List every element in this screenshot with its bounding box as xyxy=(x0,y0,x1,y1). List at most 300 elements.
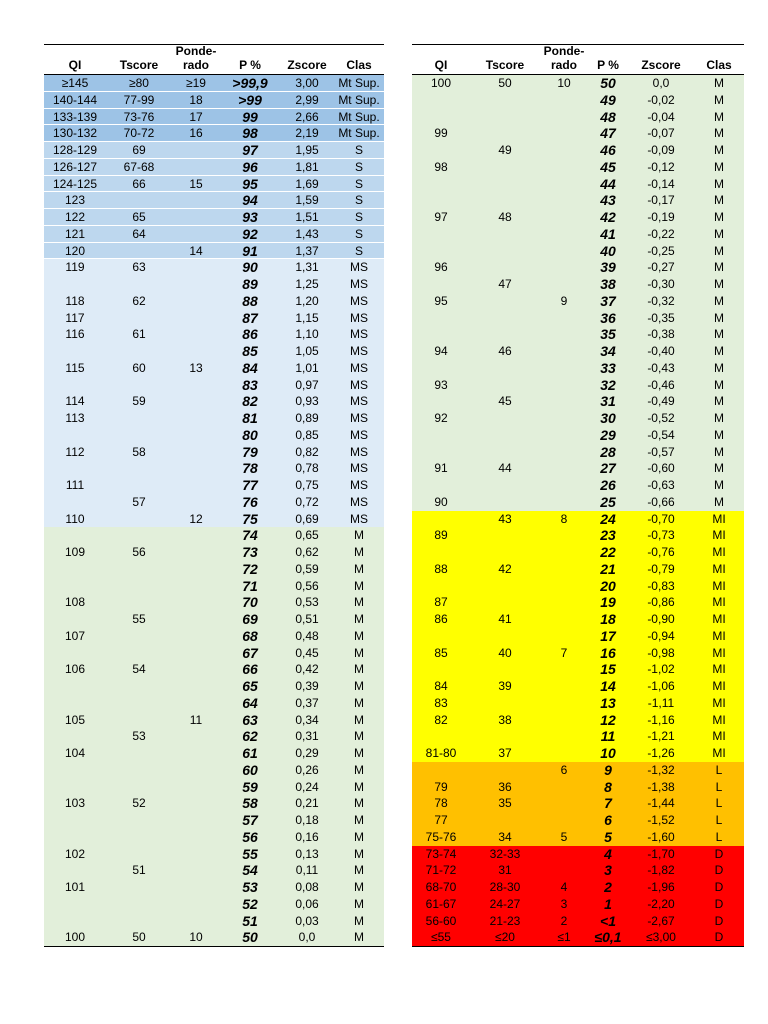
header-tscore: Tscore xyxy=(485,58,525,72)
cell-zscore: 0,0 xyxy=(652,76,670,90)
cell-qi: 101 xyxy=(64,880,86,894)
cell-tscore xyxy=(106,310,172,327)
cell-tscore xyxy=(106,913,172,930)
cell-qi: 126-127 xyxy=(52,159,98,174)
cell-qi: 112 xyxy=(65,444,85,459)
table-row xyxy=(44,494,384,511)
table-row xyxy=(412,410,744,427)
table-row xyxy=(412,209,744,226)
table-row xyxy=(44,293,384,310)
cell-zscore: 2,66 xyxy=(295,109,319,124)
cell-percentile: 20 xyxy=(600,577,616,594)
cell-tscore: 55 xyxy=(132,612,146,626)
cell-tscore xyxy=(470,527,540,544)
cell-zscore: -0,79 xyxy=(647,561,675,576)
cell-qi: 75-76 xyxy=(425,829,457,844)
table-row xyxy=(44,427,384,444)
cell-qi xyxy=(412,544,470,561)
cell-qi: 110 xyxy=(65,511,85,526)
cell-clas: S xyxy=(354,226,363,241)
table-row xyxy=(44,326,384,343)
cell-zscore: -0,27 xyxy=(647,260,675,275)
cell-qi: 122 xyxy=(64,210,86,224)
table-row xyxy=(44,913,384,930)
table-row xyxy=(412,678,744,695)
cell-ponderado: 13 xyxy=(189,360,203,375)
table-row xyxy=(44,192,384,209)
cell-qi xyxy=(412,661,470,678)
cell-tscore xyxy=(470,812,540,829)
cell-zscore: -0,04 xyxy=(647,109,675,124)
cell-percentile: 34 xyxy=(600,343,616,359)
cell-percentile: 21 xyxy=(600,560,616,577)
cell-ponderado xyxy=(540,477,588,494)
cell-tscore xyxy=(106,243,172,260)
left-table-bottom-rule xyxy=(44,946,384,947)
cell-percentile: 40 xyxy=(600,242,616,259)
cell-qi: 106 xyxy=(64,662,86,677)
cell-tscore xyxy=(106,192,172,209)
cell-tscore xyxy=(106,846,172,863)
cell-qi: 98 xyxy=(434,159,448,174)
cell-clas: M xyxy=(714,344,724,358)
table-row xyxy=(44,812,384,829)
cell-tscore xyxy=(470,728,540,745)
cell-zscore: -1,70 xyxy=(647,846,675,861)
cell-clas: M xyxy=(354,896,364,911)
cell-clas: Mt Sup. xyxy=(338,126,380,141)
cell-zscore: -1,52 xyxy=(647,813,675,827)
cell-zscore: 0,97 xyxy=(295,377,319,392)
cell-percentile: 29 xyxy=(600,426,616,443)
cell-ponderado xyxy=(172,310,220,327)
cell-zscore: 0,72 xyxy=(295,494,319,509)
cell-percentile: 36 xyxy=(600,309,616,326)
cell-clas: MI xyxy=(712,679,726,693)
cell-ponderado: 4 xyxy=(560,880,568,894)
cell-clas: M xyxy=(714,293,724,308)
cell-ponderado xyxy=(172,561,220,578)
table-row xyxy=(44,393,384,410)
table-row xyxy=(44,561,384,578)
cell-ponderado xyxy=(540,109,588,126)
cell-percentile: >99 xyxy=(238,91,262,108)
cell-ponderado xyxy=(172,444,220,461)
cell-percentile: 64 xyxy=(242,694,258,711)
cell-tscore xyxy=(106,745,172,762)
cell-ponderado xyxy=(540,192,588,209)
cell-zscore: 1,95 xyxy=(295,143,319,157)
cell-tscore: 41 xyxy=(498,612,512,626)
cell-tscore xyxy=(470,494,540,511)
header-ponderado: Ponde- rado xyxy=(543,44,585,72)
cell-percentile: 80 xyxy=(242,426,258,443)
cell-percentile: 47 xyxy=(600,125,616,142)
table-row xyxy=(412,879,744,896)
cell-ponderado xyxy=(540,343,588,360)
cell-ponderado: 11 xyxy=(189,712,203,727)
table-row xyxy=(412,142,744,159)
cell-clas: M xyxy=(714,360,724,375)
cell-clas: MS xyxy=(350,277,368,291)
cell-qi: 79 xyxy=(434,779,448,794)
cell-zscore: -0,40 xyxy=(647,344,675,358)
table-row xyxy=(412,75,744,92)
cell-tscore: 51 xyxy=(132,863,146,878)
cell-ponderado: 18 xyxy=(189,92,203,107)
cell-percentile: 85 xyxy=(242,343,258,359)
cell-ponderado xyxy=(172,879,220,896)
cell-clas: MI xyxy=(712,695,726,710)
cell-clas: MS xyxy=(350,411,368,425)
cell-ponderado xyxy=(172,494,220,511)
table-row xyxy=(44,477,384,494)
cell-tscore xyxy=(470,594,540,611)
table-row xyxy=(44,645,384,662)
table-row xyxy=(412,795,744,812)
cell-clas: M xyxy=(354,813,364,827)
cell-zscore: 3,00 xyxy=(295,76,319,90)
cell-percentile: 69 xyxy=(242,611,258,627)
cell-percentile: 59 xyxy=(242,778,258,795)
cell-tscore xyxy=(106,578,172,595)
cell-percentile: 78 xyxy=(242,460,258,477)
cell-clas: MI xyxy=(712,511,726,526)
cell-ponderado xyxy=(172,142,220,159)
cell-ponderado: 14 xyxy=(189,243,203,258)
cell-qi: 96 xyxy=(434,260,448,275)
cell-percentile: 7 xyxy=(604,795,612,812)
cell-zscore: 0,48 xyxy=(295,628,319,643)
cell-clas: M xyxy=(714,427,724,442)
cell-zscore: 0,93 xyxy=(295,394,319,409)
cell-qi: 113 xyxy=(65,411,85,425)
cell-tscore xyxy=(470,293,540,310)
cell-ponderado: 17 xyxy=(189,109,203,124)
cell-clas: MI xyxy=(712,545,726,559)
table-row xyxy=(44,377,384,394)
cell-tscore xyxy=(470,92,540,109)
cell-qi xyxy=(412,226,470,243)
table-row xyxy=(412,192,744,209)
cell-clas: MI xyxy=(712,729,726,744)
cell-zscore: -0,70 xyxy=(647,511,675,526)
cell-qi: 123 xyxy=(64,193,86,208)
cell-ponderado xyxy=(172,460,220,477)
cell-zscore: 1,05 xyxy=(295,344,319,358)
cell-qi xyxy=(412,192,470,209)
cell-clas: M xyxy=(354,779,364,794)
cell-clas: MI xyxy=(712,578,726,593)
table-row xyxy=(44,896,384,913)
cell-clas: MS xyxy=(350,360,368,375)
cell-percentile: 38 xyxy=(600,276,616,292)
table-row xyxy=(412,913,744,930)
cell-tscore xyxy=(106,594,172,611)
cell-qi xyxy=(44,343,106,360)
table-row xyxy=(44,109,384,126)
cell-ponderado xyxy=(540,310,588,327)
cell-clas: D xyxy=(714,880,724,894)
cell-tscore: 66 xyxy=(132,176,146,191)
cell-ponderado xyxy=(540,125,588,142)
table-row xyxy=(412,578,744,595)
cell-tscore xyxy=(106,695,172,712)
cell-qi: 117 xyxy=(65,310,85,325)
table-row xyxy=(412,628,744,645)
cell-zscore: 1,37 xyxy=(295,243,319,258)
cell-zscore: -0,22 xyxy=(647,226,675,241)
cell-percentile: <1 xyxy=(600,912,616,929)
table-row xyxy=(44,678,384,695)
cell-tscore: 77-99 xyxy=(123,92,155,107)
cell-zscore: -1,32 xyxy=(647,762,675,777)
cell-zscore: 0,18 xyxy=(295,813,319,827)
cell-qi xyxy=(44,779,106,796)
cell-tscore: 57 xyxy=(132,494,146,509)
table-row xyxy=(44,544,384,561)
cell-qi: 104 xyxy=(64,746,86,760)
cell-qi xyxy=(44,494,106,511)
cell-tscore xyxy=(470,544,540,561)
cell-clas: M xyxy=(714,92,724,107)
cell-percentile: 55 xyxy=(242,845,258,862)
cell-zscore: -0,83 xyxy=(647,578,675,593)
cell-tscore xyxy=(106,829,172,846)
table-row xyxy=(44,527,384,544)
cell-tscore: 69 xyxy=(132,143,146,157)
cell-tscore: 44 xyxy=(498,461,512,476)
table-row xyxy=(44,728,384,745)
table-row xyxy=(44,276,384,293)
cell-clas: Mt Sup. xyxy=(338,76,380,90)
cell-clas: M xyxy=(354,930,364,945)
table-row xyxy=(412,594,744,611)
table-row xyxy=(412,779,744,796)
cell-ponderado xyxy=(172,779,220,796)
cell-ponderado xyxy=(540,142,588,159)
cell-zscore: -1,16 xyxy=(647,712,675,727)
cell-ponderado xyxy=(172,410,220,427)
cell-clas: M xyxy=(354,679,364,693)
table-row xyxy=(44,125,384,142)
table-row xyxy=(412,377,744,394)
cell-ponderado: ≤1 xyxy=(557,930,571,945)
cell-qi: 94 xyxy=(434,344,448,358)
cell-percentile: 82 xyxy=(242,393,258,410)
cell-qi: 56-60 xyxy=(425,913,457,928)
cell-tscore: 54 xyxy=(132,662,146,677)
cell-clas: M xyxy=(354,846,364,861)
table-row xyxy=(412,745,744,762)
cell-percentile: 52 xyxy=(242,895,258,912)
cell-ponderado xyxy=(172,745,220,762)
cell-percentile: 95 xyxy=(242,175,258,192)
cell-zscore: 0,89 xyxy=(295,411,319,425)
cell-clas: M xyxy=(714,444,724,459)
cell-clas: M xyxy=(714,310,724,325)
cell-clas: M xyxy=(714,243,724,258)
cell-percentile: 41 xyxy=(600,225,616,242)
table-row xyxy=(44,360,384,377)
cell-zscore: 2,99 xyxy=(295,92,319,107)
cell-clas: M xyxy=(354,913,364,928)
table-row xyxy=(44,745,384,762)
cell-zscore: -0,94 xyxy=(647,628,675,643)
cell-clas: M xyxy=(714,193,724,208)
cell-clas: M xyxy=(354,746,364,760)
cell-qi xyxy=(44,611,106,628)
cell-zscore: ≤3,00 xyxy=(646,930,676,945)
cell-qi xyxy=(44,678,106,695)
cell-ponderado xyxy=(172,862,220,879)
table-row xyxy=(412,645,744,662)
cell-clas: M xyxy=(714,394,724,409)
table-row xyxy=(44,410,384,427)
header-zscore: Zscore xyxy=(287,58,327,72)
cell-tscore xyxy=(106,812,172,829)
cell-percentile: >99,9 xyxy=(232,75,268,91)
cell-tscore xyxy=(470,326,540,343)
table-row xyxy=(44,628,384,645)
cell-tscore: 39 xyxy=(498,679,512,693)
cell-tscore: 60 xyxy=(132,360,146,375)
cell-ponderado: 6 xyxy=(560,762,568,777)
cell-clas: S xyxy=(354,143,363,157)
cell-qi: 83 xyxy=(434,695,448,710)
cell-tscore xyxy=(106,427,172,444)
cell-zscore: -0,90 xyxy=(647,612,675,626)
cell-qi xyxy=(44,561,106,578)
cell-qi xyxy=(412,511,470,528)
cell-percentile: 54 xyxy=(242,862,258,879)
cell-percentile: 17 xyxy=(600,627,616,644)
cell-zscore: -0,19 xyxy=(647,210,675,224)
cell-clas: S xyxy=(354,193,363,208)
cell-tscore: 59 xyxy=(132,394,146,409)
cell-percentile: 93 xyxy=(242,209,258,225)
cell-clas: M xyxy=(714,260,724,275)
cell-tscore xyxy=(470,109,540,126)
cell-qi xyxy=(412,243,470,260)
table-row xyxy=(412,846,744,863)
cell-ponderado xyxy=(540,594,588,611)
cell-percentile: 73 xyxy=(242,544,258,560)
cell-percentile: 65 xyxy=(242,678,258,694)
table-row xyxy=(412,427,744,444)
cell-tscore: 43 xyxy=(498,511,512,526)
cell-zscore: 1,31 xyxy=(295,260,319,275)
cell-zscore: 0,08 xyxy=(295,880,319,894)
cell-tscore: 50 xyxy=(132,930,146,945)
cell-percentile: 4 xyxy=(604,845,612,862)
cell-zscore: -0,12 xyxy=(647,159,675,174)
cell-clas: MI xyxy=(712,595,726,610)
cell-percentile: 18 xyxy=(600,611,616,627)
cell-qi xyxy=(412,310,470,327)
left-table-body xyxy=(44,75,384,946)
cell-percentile: 33 xyxy=(600,359,616,376)
cell-ponderado xyxy=(172,276,220,293)
table-row xyxy=(44,511,384,528)
cell-tscore: 34 xyxy=(498,829,512,844)
table-row xyxy=(412,92,744,109)
cell-percentile: 25 xyxy=(600,493,616,510)
cell-qi xyxy=(44,829,106,846)
cell-tscore: 53 xyxy=(132,729,146,744)
cell-percentile: 84 xyxy=(242,359,258,376)
cell-clas: MI xyxy=(712,628,726,643)
cell-qi xyxy=(44,913,106,930)
cell-percentile: 96 xyxy=(242,158,258,175)
cell-qi: 107 xyxy=(64,628,86,643)
cell-percentile: 51 xyxy=(242,912,258,929)
cell-ponderado: 10 xyxy=(557,76,571,90)
cell-ponderado xyxy=(172,645,220,662)
cell-percentile: 43 xyxy=(600,192,616,209)
header-percentile: P % xyxy=(597,58,619,72)
cell-zscore: 0,75 xyxy=(295,478,319,492)
cell-zscore: -0,02 xyxy=(647,92,675,107)
cell-qi: ≤55 xyxy=(431,930,451,945)
table-row xyxy=(412,360,744,377)
cell-ponderado: 12 xyxy=(189,511,203,526)
cell-ponderado xyxy=(172,527,220,544)
cell-ponderado xyxy=(172,293,220,310)
table-row xyxy=(44,661,384,678)
cell-percentile: 89 xyxy=(242,276,258,292)
cell-zscore: 0,65 xyxy=(295,528,319,543)
header-clas: Clas xyxy=(706,58,732,72)
cell-clas: MS xyxy=(350,394,368,409)
cell-qi: 99 xyxy=(434,126,448,141)
cell-percentile: 26 xyxy=(600,477,616,493)
cell-percentile: 86 xyxy=(242,326,258,343)
table-row xyxy=(44,259,384,276)
cell-percentile: 48 xyxy=(600,108,616,125)
cell-ponderado xyxy=(172,846,220,863)
table-row xyxy=(44,879,384,896)
cell-percentile: 71 xyxy=(242,577,258,594)
cell-qi: 86 xyxy=(434,612,448,626)
cell-clas: L xyxy=(715,829,723,844)
cell-ponderado xyxy=(540,611,588,628)
cell-zscore: -0,38 xyxy=(647,327,675,342)
cell-tscore: 28-30 xyxy=(489,880,521,894)
cell-tscore: 65 xyxy=(132,210,146,224)
cell-qi xyxy=(44,645,106,662)
cell-ponderado xyxy=(540,812,588,829)
cell-percentile: 63 xyxy=(242,711,258,728)
cell-qi: 90 xyxy=(434,494,448,509)
cell-clas: M xyxy=(354,796,364,811)
cell-tscore xyxy=(470,410,540,427)
cell-qi xyxy=(44,728,106,745)
cell-clas: Mt Sup. xyxy=(338,109,380,124)
cell-ponderado xyxy=(540,444,588,461)
cell-tscore: ≥80 xyxy=(129,76,149,90)
cell-percentile: 83 xyxy=(242,376,258,393)
cell-qi: 111 xyxy=(65,478,85,492)
cell-qi xyxy=(412,142,470,159)
cell-ponderado xyxy=(540,494,588,511)
cell-zscore: -0,25 xyxy=(647,243,675,258)
table-row xyxy=(412,544,744,561)
cell-ponderado: 9 xyxy=(560,293,568,308)
table-row xyxy=(412,293,744,310)
cell-percentile: 24 xyxy=(600,510,616,527)
cell-zscore: 0,0 xyxy=(298,930,316,945)
